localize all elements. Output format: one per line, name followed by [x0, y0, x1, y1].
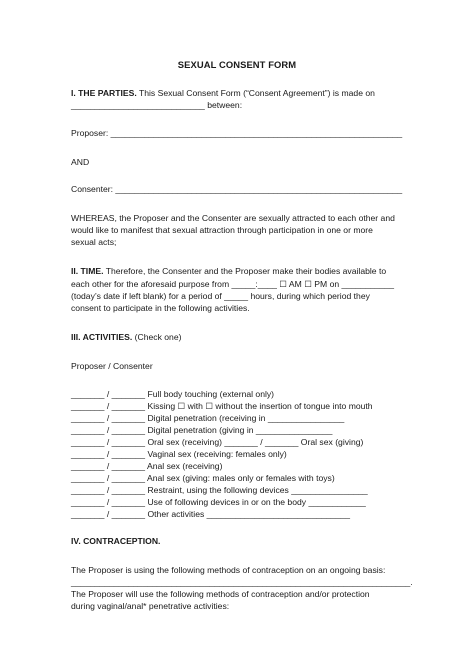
and-label: AND: [71, 157, 90, 167]
whereas-line-2: would like to manifest that sexual attraction through participation in one or more: [71, 225, 373, 235]
activity-row[interactable]: _______ / _______ Digital penetration (receiving in ________________: [71, 413, 345, 423]
contraception-line-3: The Proposer will use the following methods of contraception and/or protection: [71, 589, 370, 599]
proposer-field[interactable]: Proposer: _____________________________________________________________: [71, 128, 403, 138]
activity-row[interactable]: _______ / _______ Digital penetration (giving in ________________: [71, 425, 333, 435]
parties-text-2: ____________________________ between:: [71, 100, 243, 110]
activity-row[interactable]: _______ / _______ Oral sex (receiving) _______ / _______ Oral sex (giving): [71, 437, 364, 447]
activity-row[interactable]: _______ / _______ Anal sex (giving: males only or females with toys): [71, 473, 335, 483]
activity-row[interactable]: _______ / _______ Vaginal sex (receiving: females only): [71, 449, 287, 459]
parties-line-1: [71, 88, 375, 99]
activity-row[interactable]: _______ / _______ Kissing ☐ with ☐ without the insertion of tongue into mouth: [71, 401, 373, 411]
time-line-4: consent to participate in the following activities.: [71, 303, 250, 313]
contraception-line-4: during vaginal/anal* penetrative activities:: [71, 601, 230, 611]
time-heading: II. TIME.: [71, 266, 104, 276]
activities-heading-line: [71, 332, 181, 343]
parties-text-1: This Sexual Consent Form (“Consent Agreement”) is made on: [136, 88, 375, 98]
time-line-2[interactable]: each other for the aforesaid purpose from _____:____ ☐ AM ☐ PM on ___________: [71, 279, 395, 289]
activity-row[interactable]: _______ / _______ Full body touching (external only): [71, 389, 275, 399]
consenter-field[interactable]: Consenter: ____________________________________________________________: [71, 184, 403, 194]
contraception-field[interactable]: _______________________________________________________________________.: [71, 577, 413, 587]
activity-row[interactable]: _______ / _______ Use of following devices in or on the body ____________: [71, 497, 366, 507]
contraception-line-1: The Proposer is using the following methods of contraception on an ongoing basis:: [71, 565, 386, 575]
contraception-heading: IV. CONTRACEPTION.: [71, 536, 161, 546]
activity-row[interactable]: _______ / _______ Restraint, using the following devices ________________: [71, 485, 368, 495]
activities-subheader: Proposer / Consenter: [71, 361, 153, 371]
time-line-3[interactable]: (today’s date if left blank) for a period of _____ hours, during which period they: [71, 291, 370, 301]
activities-note: (Check one): [132, 332, 182, 342]
time-line-1: [71, 266, 386, 277]
activities-heading: III. ACTIVITIES.: [71, 332, 133, 342]
time-text-1: Therefore, the Consenter and the Proposer make their bodies available to: [103, 266, 387, 276]
parties-heading: I. THE PARTIES.: [71, 88, 137, 98]
form-title: SEXUAL CONSENT FORM: [177, 59, 297, 70]
whereas-line-1: WHEREAS, the Proposer and the Consenter are sexually attracted to each other and: [71, 213, 395, 223]
activity-row[interactable]: _______ / _______ Anal sex (receiving): [71, 461, 223, 471]
activity-row[interactable]: _______ / _______ Other activities ______________________________: [71, 509, 351, 519]
whereas-line-3: sexual acts;: [71, 237, 117, 247]
